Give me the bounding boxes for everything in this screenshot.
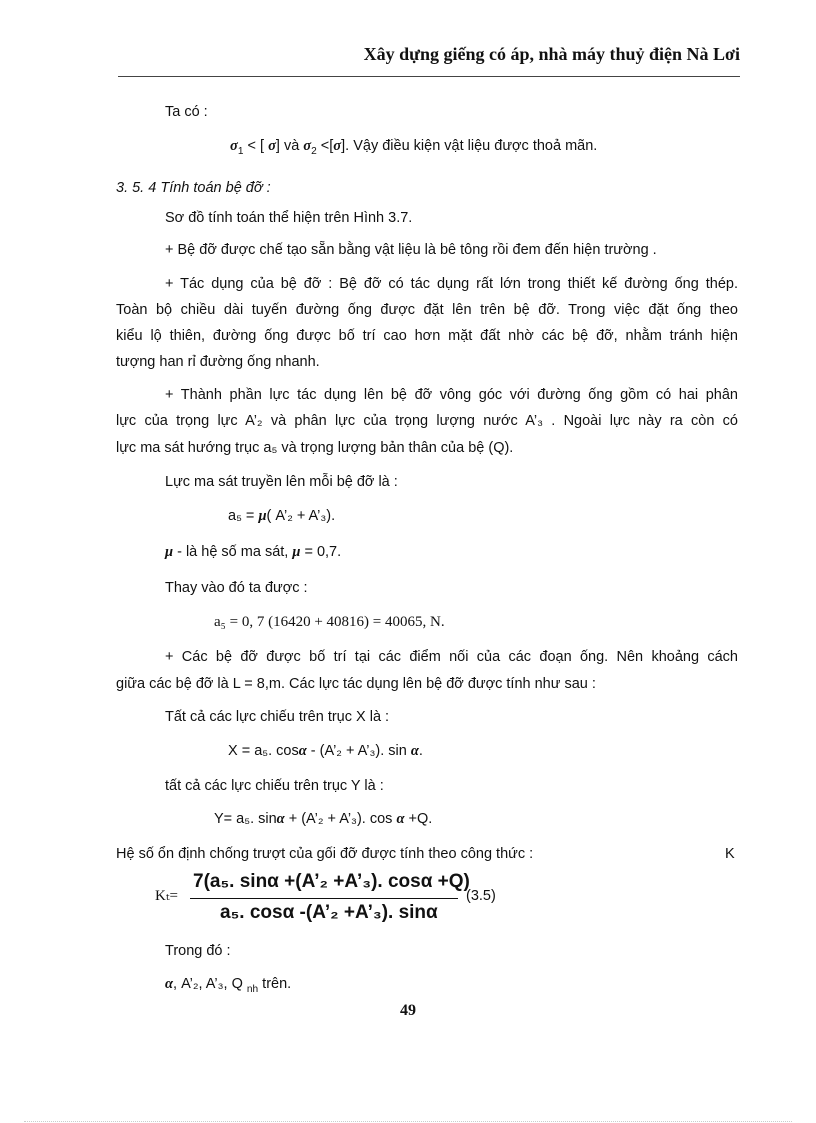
text-fragment: ]. Vậy điều kiện vật liệu được thoả mãn. — [341, 138, 598, 154]
sigma-symbol: σ — [333, 138, 342, 154]
text-fragment: ( A’₂ + A’₃). — [266, 508, 336, 524]
mu-symbol: μ — [165, 544, 174, 560]
alpha-symbol: α — [276, 811, 285, 827]
text-line: + Tác dụng của bệ đỡ : Bệ đỡ có tác dụng rất lớn trong thiết kế đường ống thép. — [165, 276, 738, 292]
text-line: Thay vào đó ta được : — [165, 580, 308, 596]
y-projection-formula — [214, 811, 432, 828]
text-line: tất cả các lực chiếu trên trục Y là : — [165, 778, 384, 794]
text-line: Hệ số ổn định chống trượt của gối đỡ được tính theo công thức : — [116, 846, 534, 862]
subscript: nh — [246, 983, 259, 995]
kt-label: Kₜ= — [155, 888, 178, 904]
text-line: tượng han rỉ đường ống nhanh. — [116, 354, 320, 370]
text-fragment: K — [725, 846, 735, 862]
text-fragment: + (A’₂ + A’₃). cos — [284, 811, 397, 827]
text-line: kiểu lộ thiên, đường ống được bố trí cao hơn mặt đất nhờ các bệ đỡ, nhằm tránh hiện — [116, 328, 738, 344]
sigma-symbol: σ — [303, 138, 312, 154]
page-bottom-edge — [24, 1121, 792, 1122]
sigma-symbol: σ — [268, 138, 276, 154]
mu-symbol: μ — [292, 544, 301, 560]
page-number: 49 — [400, 1002, 416, 1019]
text-line: Tất cả các lực chiếu trên trục X là : — [165, 709, 390, 725]
text-line: + Thành phần lực tác dụng lên bệ đỡ vông góc với đường ống gồm có hai phân — [165, 387, 738, 403]
alpha-symbol: α — [165, 976, 174, 992]
text-fragment: ] và — [275, 138, 304, 154]
text-fragment: Y= a₅. sin — [214, 811, 277, 827]
friction-coefficient-line — [165, 544, 341, 561]
text-fragment: <[ — [316, 138, 334, 154]
mu-symbol: μ — [258, 508, 267, 524]
sigma-symbol: σ — [230, 138, 238, 154]
text-fragment: . — [418, 743, 423, 759]
text-fragment: X = a₅. cos — [228, 743, 299, 759]
section-heading: 3. 5. 4 Tính toán bệ đỡ : — [116, 180, 271, 196]
text-fragment: trên. — [258, 976, 292, 992]
text-line: lực của trọng lực A’₂ và phân lực của trọng lượng nước A’₃ . Ngoài lực này ra còn có — [116, 413, 738, 429]
text-fragment: = 0,7. — [300, 544, 342, 560]
text-line: lực ma sát hướng trục a₅ và trọng lượng bản thân của bệ (Q). — [116, 440, 514, 456]
text-fragment: - là hệ số ma sát, — [173, 544, 293, 560]
text-line: giữa các bệ đỡ là L = 8,m. Các lực tác dụng lên bệ đỡ được tính như sau : — [116, 676, 596, 692]
text-line: + Các bệ đỡ được bố trí tại các điểm nối của các đoạn ống. Nên khoảng cách — [165, 649, 738, 665]
text-fragment: +Q. — [404, 811, 433, 827]
fraction-bar — [190, 898, 458, 899]
numeric-formula: a₅ = 0, 7 (16420 + 40816) = 40065, N. — [214, 614, 445, 630]
text-line: Trong đó : — [165, 943, 231, 959]
alpha-symbol: α — [410, 743, 419, 759]
alpha-symbol: α — [298, 743, 307, 759]
variables-line — [165, 976, 291, 995]
running-header: Xây dựng giếng có áp, nhà máy thuỷ điện Nà Lơi — [363, 44, 740, 64]
header-rule — [118, 76, 740, 77]
x-projection-formula — [228, 743, 423, 760]
text-fragment: - (A’₂ + A’₃). sin — [306, 743, 411, 759]
text-line: + Bệ đỡ được chế tạo sẵn bằng vật liệu là bê tông rồi đem đến hiện trường . — [165, 242, 657, 258]
condition-line: $\sigma_1$ < [ σ] và $\sigma_2 <[\sigma]$. Vậy điều kiện vật liệu được thoả mãn. — [230, 138, 598, 157]
friction-formula — [228, 508, 335, 525]
text-fragment: a₅ = — [228, 508, 259, 524]
alpha-symbol: α — [396, 811, 405, 827]
fraction-denominator: a₅. cosα -(A’₂ +A’₃). sinα — [220, 902, 438, 923]
fraction-numerator: 7(a₅. sinα +(A’₂ +A’₃). cosα +Q) — [193, 871, 470, 892]
text-fragment: < [ — [243, 138, 269, 154]
text-line: Toàn bộ chiều dài tuyến đường ống được đặt lên trên bệ đỡ. Trong việc đặt ống theo — [116, 302, 738, 318]
text-line: Sơ đồ tính toán thể hiện trên Hình 3.7. — [165, 210, 413, 226]
equation-number: (3.5) — [466, 888, 496, 904]
text-line: Lực ma sát truyền lên mỗi bệ đỡ là : — [165, 474, 398, 490]
text-fragment: , A’₂, A’₃, Q — [173, 976, 247, 992]
text-line: Ta có : — [165, 104, 208, 120]
